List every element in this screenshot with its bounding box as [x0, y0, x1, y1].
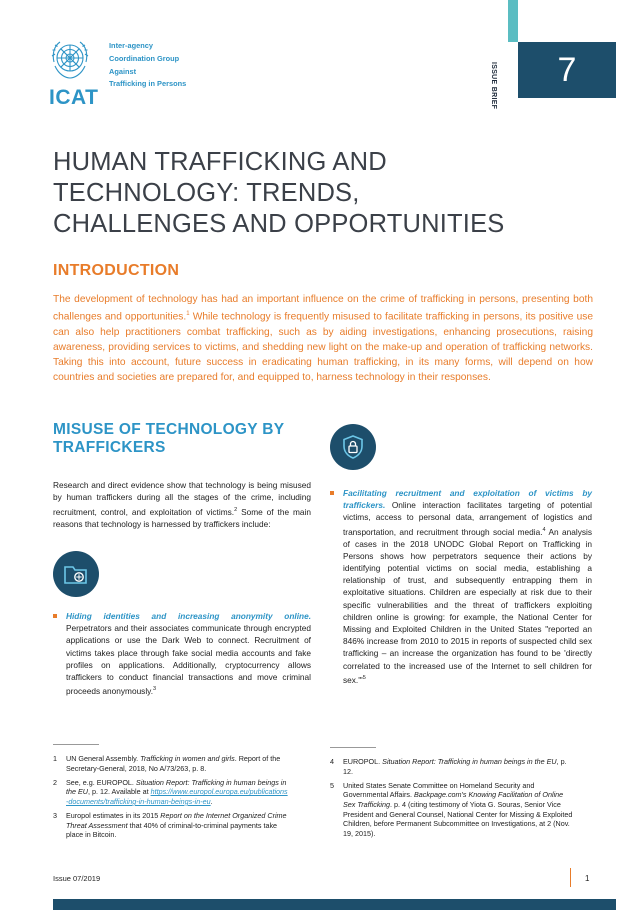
bullet-lead: Hiding identities and increasing anonymity online.: [66, 611, 311, 621]
bullet-recruitment: Facilitating recruitment and exploitation of victims by traffickers. Online interaction facilitates targeting of potential victims, access to personal data, arrangement of logistics and transportation, and recruitment through social media.$^4$ An analysis of cases in the 2018 UNODC Global Report on Trafficking in Persons shows how perpetrators sequence their actions by identifying potential victims on social media, establishing a relationship of trust, and subsequently entrapping them in exploitative situations. Children are especially at risk due to their specific vulnerabilities and the threat of traffickers exploiting children online is growing: for example, the National Center for Missing and Exploited Children in the United States "reported an 846% increase from 2010 to 2015 in reports of suspected child sex trafficking – an increase the organization has found to be 'directly correlated to the increased use of the Internet to sell children for sex.'"$^5$: [330, 487, 592, 686]
shield-lock-icon: [340, 434, 366, 460]
footer-divider: [570, 868, 571, 887]
issue-brief-label: ISSUE BRIEF: [490, 62, 497, 110]
footnote-rule-left: [53, 744, 99, 745]
footer-bar: [53, 899, 616, 910]
page-number: 1: [585, 874, 590, 883]
issue-date: Issue 07/2019: [53, 874, 101, 883]
page-title: HUMAN TRAFFICKING AND TECHNOLOGY: TRENDS, CHALLENGES AND OPPORTUNITIES: [53, 148, 505, 238]
anonymity-icon-badge: [53, 551, 99, 597]
misuse-heading: MISUSE OF TECHNOLOGY BY TRAFFICKERS: [53, 421, 285, 456]
logo-acronym: ICAT: [49, 86, 99, 109]
header-accent-strip: [508, 0, 518, 42]
footnote-rule-right: [330, 747, 376, 748]
un-emblem-icon: [46, 36, 94, 84]
footnote-item: 3 Europol estimates in its 2015 Report on the Internet Organized Crime Threat Assessment that 40% of criminal-to-criminal payments take place in Bitcoin.: [53, 811, 287, 840]
logo-org-name: Inter-agency Coordination Group Against Trafficking in Persons: [109, 41, 187, 89]
issue-number: 7: [557, 50, 577, 89]
europol-report-link[interactable]: https://www.europol.europa.eu/publications-documents/trafficking-in-human-beings-in-eu: [66, 787, 288, 806]
footnote-item: 1 UN General Assembly. Trafficking in women and girls. Report of the Secretary-General, 2018, No A/73/263, p. 8.: [53, 754, 281, 773]
footnote-item: 4 EUROPOL. Situation Report: Trafficking in human beings in the EU, p. 12.: [330, 757, 567, 776]
bullet-marker: [53, 614, 57, 618]
issue-number-badge: [518, 42, 616, 98]
footnote-item: 5 United States Senate Committee on Homeland Security and Governmental Affairs. Backpage.com's Knowing Facilitation of Online Sex Trafficking. p. 4 (citing testimony of Yiota G. Souras, Senior Vice President and General Counsel, National Center for Missing & Exploited Children, before Permanent Subcommittee on Investigations, at 2 (Nov. 19, 2015).: [330, 780, 573, 838]
misuse-paragraph: Research and direct evidence show that technology is being misused by human traffickers during all the stages of the crime, including recruitment, control, and exploitation of victims.$^2$ Some of the main reasons that technology is harnessed by traffickers include:: [53, 480, 311, 529]
bullet-marker: [330, 491, 334, 495]
introduction-heading: INTRODUCTION: [53, 262, 180, 279]
folder-shield-icon: [63, 562, 89, 586]
footnotes-left: [53, 754, 289, 845]
bullet-anonymity: Hiding identities and increasing anonymity online. Perpetrators and their associates communicate through encrypted applications or use the Dark Web to connect. Recruitment of victims takes place through fake social media accounts and fake profiles on applications. Additionally, cryptocurrency allows traffickers to conduct financial transactions and move criminal proceeds anonymously.$^3$: [53, 610, 311, 697]
footnotes-right: [330, 757, 576, 843]
footnote-item: 2 See, e.g. EUROPOL. Situation Report: Trafficking in human beings in the EU, p. 12. Available at https://www.europol.europa.eu/publications-documents/trafficking-in-human-beings-in-eu.: [53, 777, 288, 806]
introduction-paragraph: The development of technology has had an important influence on the crime of trafficking in persons, presenting both challenges and opportunities.$^1$ While technology is frequently misused to facilitate trafficking in persons, its positive use can also help practitioners combat trafficking, such as by aiding investigations, enhancing prosecutions, raising awareness, providing services to victims, and shedding new light on the make-up and operation of trafficking networks. Taking this into account, future success in eradicating human trafficking, in its many forms, will depend on how countries and societies are prepared for, and equipped to, harness technology in their responses.: [53, 294, 593, 383]
recruitment-icon-badge: [330, 424, 376, 470]
bullet-lead: Facilitating recruitment and exploitation of victims by traffickers.: [343, 488, 592, 511]
